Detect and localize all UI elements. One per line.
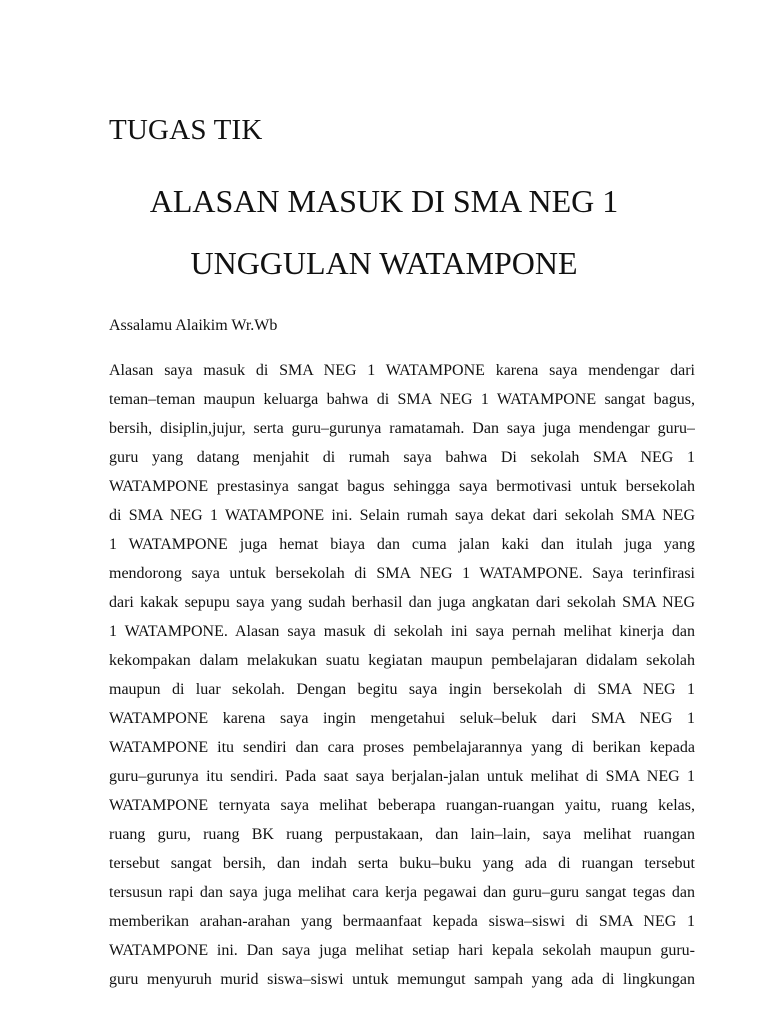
body-line: WATAMPONE prestasinya sangat bagus sehingga saya bermotivasi untuk bersekolah xyxy=(109,478,695,495)
document-label: TUGAS TIK xyxy=(109,114,263,146)
body-line: guru–gurunya itu sendiri. Pada saat saya berjalan-jalan untuk melihat di SMA NEG 1 xyxy=(109,768,695,785)
body-line: teman–teman maupun keluarga bahwa di SMA NEG 1 WATAMPONE sangat bagus, xyxy=(109,391,695,408)
body-line: WATAMPONE itu sendiri dan cara proses pembelajarannya yang di berikan kepada xyxy=(109,739,695,756)
body-line: tersusun rapi dan saya juga melihat cara kerja pegawai dan guru–guru sangat tegas dan xyxy=(109,884,695,901)
body-line: maupun di luar sekolah. Dengan begitu saya ingin bersekolah di SMA NEG 1 xyxy=(109,681,695,698)
body-line: 1 WATAMPONE juga hemat biaya dan cuma jalan kaki dan itulah juga yang xyxy=(109,536,695,553)
body-line: WATAMPONE karena saya ingin mengetahui seluk–beluk dari SMA NEG 1 xyxy=(109,710,695,727)
body-line: di SMA NEG 1 WATAMPONE ini. Selain rumah saya dekat dari sekolah SMA NEG xyxy=(109,507,695,524)
body-line: tersebut sangat bersih, dan indah serta buku–buku yang ada di ruangan tersebut xyxy=(109,855,695,872)
body-line: dari kakak sepupu saya yang sudah berhasil dan juga angkatan dari sekolah SMA NEG xyxy=(109,594,695,611)
body-line: Alasan saya masuk di SMA NEG 1 WATAMPONE karena saya mendengar dari xyxy=(109,362,695,379)
body-line: 1 WATAMPONE. Alasan saya masuk di sekolah ini saya pernah melihat kinerja dan xyxy=(109,623,695,640)
body-line: kekompakan dalam melakukan suatu kegiatan maupun pembelajaran didalam sekolah xyxy=(109,652,695,669)
body-line: mendorong saya untuk bersekolah di SMA NEG 1 WATAMPONE. Saya terinfirasi xyxy=(109,565,695,582)
body-line: WATAMPONE ternyata saya melihat beberapa ruangan-ruangan yaitu, ruang kelas, xyxy=(109,797,695,814)
document-title-line-2: UNGGULAN WATAMPONE xyxy=(190,245,578,281)
body-line: bersih, disiplin,jujur, serta guru–gurunya ramatamah. Dan saya juga mendengar guru– xyxy=(109,420,695,437)
body-line: guru yang datang menjahit di rumah saya bahwa Di sekolah SMA NEG 1 xyxy=(109,449,695,466)
body-line: guru menyuruh murid siswa–siswi untuk memungut sampah yang ada di lingkungan xyxy=(109,971,695,988)
body-paragraph xyxy=(109,356,695,994)
body-line: ruang guru, ruang BK ruang perpustakaan, dan lain–lain, saya melihat ruangan xyxy=(109,826,695,843)
body-line: memberikan arahan-arahan yang bermaanfaat kepada siswa–siswi di SMA NEG 1 xyxy=(109,913,695,930)
body-line: WATAMPONE ini. Dan saya juga melihat setiap hari kepala sekolah maupun guru- xyxy=(109,942,695,959)
greeting-text: Assalamu Alaikim Wr.Wb xyxy=(109,317,278,334)
document-title-line-1: ALASAN MASUK DI SMA NEG 1 xyxy=(149,183,619,219)
